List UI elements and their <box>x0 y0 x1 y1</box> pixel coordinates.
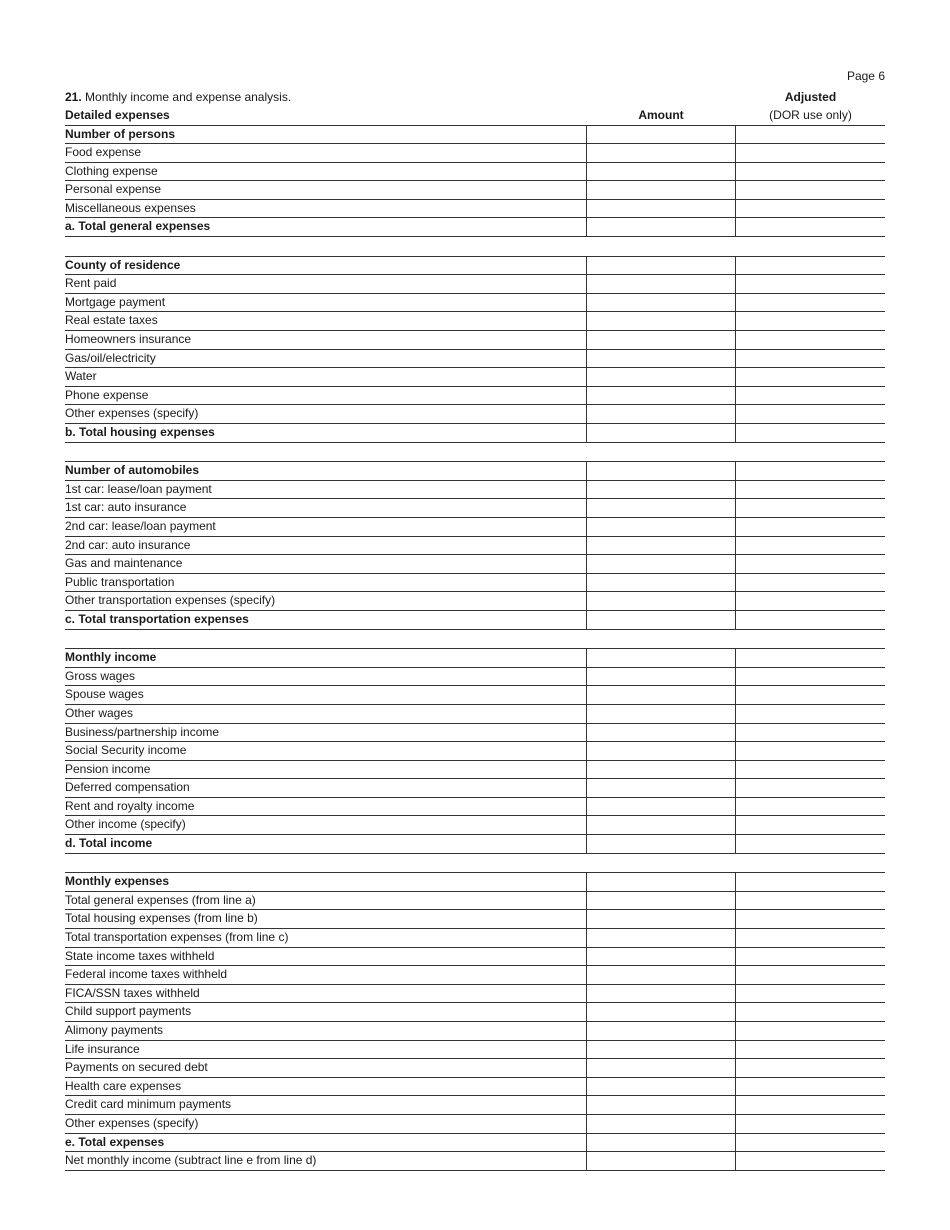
row-label: Social Security income <box>65 743 187 758</box>
amount-field[interactable] <box>586 724 735 742</box>
row-label: Deferred compensation <box>65 780 190 795</box>
row-label: Other wages <box>65 705 134 720</box>
amount-field[interactable] <box>586 574 735 592</box>
form-row <box>65 948 885 967</box>
row-label: d. Total income <box>65 836 153 851</box>
adjusted-field[interactable] <box>735 835 884 853</box>
amount-field[interactable] <box>586 257 735 275</box>
row-label: Food expense <box>65 145 142 160</box>
row-label: Health care expenses <box>65 1078 182 1093</box>
column-header-dor-use-only: (DOR use only) <box>769 108 852 122</box>
form-row <box>65 1134 885 1153</box>
form-row <box>65 163 885 182</box>
form-row <box>65 724 885 743</box>
amount-field[interactable] <box>586 1059 735 1077</box>
form-row <box>65 537 885 556</box>
form-row <box>65 966 885 985</box>
row-label: Life insurance <box>65 1041 140 1056</box>
section-title-text: Monthly income and expense analysis. <box>85 90 292 104</box>
amount-field[interactable] <box>586 126 735 144</box>
row-label: Gas/oil/electricity <box>65 350 156 365</box>
form-row <box>65 742 885 761</box>
amount-field[interactable] <box>586 1115 735 1133</box>
group-spacer <box>65 854 885 873</box>
amount-field[interactable] <box>586 985 735 1003</box>
amount-field[interactable] <box>586 779 735 797</box>
adjusted-field[interactable] <box>735 1115 884 1133</box>
adjusted-field[interactable] <box>735 424 884 442</box>
adjusted-field[interactable] <box>735 611 884 629</box>
amount-field[interactable] <box>586 948 735 966</box>
amount-field[interactable] <box>586 873 735 891</box>
amount-field[interactable] <box>586 331 735 349</box>
form-row <box>65 705 885 724</box>
amount-field[interactable] <box>586 1096 735 1114</box>
adjusted-field[interactable] <box>735 387 884 405</box>
amount-field[interactable] <box>586 1134 735 1152</box>
form-row <box>65 1059 885 1078</box>
row-label: Miscellaneous expenses <box>65 200 196 215</box>
form-row <box>65 218 885 237</box>
form-group <box>65 872 885 1171</box>
form-row <box>65 798 885 817</box>
adjusted-field[interactable] <box>735 668 884 686</box>
amount-field[interactable] <box>586 481 735 499</box>
amount-field[interactable] <box>586 966 735 984</box>
adjusted-field[interactable] <box>735 798 884 816</box>
adjusted-field[interactable] <box>735 1059 884 1077</box>
row-label: 1st car: auto insurance <box>65 500 187 515</box>
row-label: Child support payments <box>65 1004 192 1019</box>
amount-field[interactable] <box>586 1152 735 1170</box>
row-label: 1st car: lease/loan payment <box>65 481 212 496</box>
amount-field[interactable] <box>586 761 735 779</box>
amount-field[interactable] <box>586 200 735 218</box>
form-row <box>65 405 885 424</box>
adjusted-field[interactable] <box>735 499 884 517</box>
form-group <box>65 125 885 238</box>
form-row <box>65 1115 885 1134</box>
adjusted-field[interactable] <box>735 966 884 984</box>
adjusted-field[interactable] <box>735 1134 884 1152</box>
amount-field[interactable] <box>586 686 735 704</box>
row-label: 2nd car: auto insurance <box>65 537 191 552</box>
amount-field[interactable] <box>586 1003 735 1021</box>
form-row <box>65 816 885 835</box>
amount-field[interactable] <box>586 705 735 723</box>
form-row <box>65 499 885 518</box>
row-label: Personal expense <box>65 182 162 197</box>
amount-field[interactable] <box>586 294 735 312</box>
adjusted-field[interactable] <box>735 1022 884 1040</box>
adjusted-field[interactable] <box>735 462 884 480</box>
amount-field[interactable] <box>586 649 735 667</box>
row-label: Credit card minimum payments <box>65 1097 232 1112</box>
form-row <box>65 462 885 481</box>
form-row <box>65 574 885 593</box>
row-label: Total transportation expenses (from line c) <box>65 930 289 945</box>
row-label: Other expenses (specify) <box>65 406 199 421</box>
adjusted-field[interactable] <box>735 1096 884 1114</box>
adjusted-field[interactable] <box>735 724 884 742</box>
adjusted-field[interactable] <box>735 405 884 423</box>
amount-field[interactable] <box>586 218 735 236</box>
amount-field[interactable] <box>586 144 735 162</box>
row-label: Alimony payments <box>65 1023 164 1037</box>
form-row <box>65 668 885 687</box>
amount-field[interactable] <box>586 405 735 423</box>
adjusted-field[interactable] <box>735 929 884 947</box>
adjusted-field[interactable] <box>735 1078 884 1096</box>
form-row <box>65 294 885 313</box>
row-label: Net monthly income (subtract line e from line d) <box>65 1153 317 1168</box>
form-group <box>65 256 885 443</box>
row-label: Monthly income <box>65 650 157 665</box>
amount-field[interactable] <box>586 742 735 760</box>
form-row <box>65 257 885 276</box>
adjusted-field[interactable] <box>735 555 884 573</box>
form-row <box>65 761 885 780</box>
form-row <box>65 835 885 854</box>
form-row <box>65 910 885 929</box>
column-header-adjusted: Adjusted <box>784 90 837 104</box>
row-label: Public transportation <box>65 574 175 589</box>
amount-field[interactable] <box>586 368 735 386</box>
form-row <box>65 350 885 369</box>
group-spacer <box>65 237 885 256</box>
column-header-amount: Amount <box>638 108 684 122</box>
adjusted-field[interactable] <box>735 779 884 797</box>
amount-field[interactable] <box>586 163 735 181</box>
form-row <box>65 929 885 948</box>
amount-field[interactable] <box>586 424 735 442</box>
group-spacer <box>65 443 885 462</box>
amount-field[interactable] <box>586 537 735 555</box>
adjusted-field[interactable] <box>735 126 884 144</box>
form-row <box>65 144 885 163</box>
form-row <box>65 985 885 1004</box>
adjusted-field[interactable] <box>735 181 884 199</box>
adjusted-field[interactable] <box>735 742 884 760</box>
adjusted-field[interactable] <box>735 537 884 555</box>
adjusted-field[interactable] <box>735 144 884 162</box>
adjusted-field[interactable] <box>735 331 884 349</box>
row-label: Number of persons <box>65 126 176 141</box>
row-label: Other transportation expenses (specify) <box>65 593 276 608</box>
amount-field[interactable] <box>586 312 735 330</box>
section-number: 21. <box>65 90 82 104</box>
row-label: FICA/SSN taxes withheld <box>65 985 200 1000</box>
form-row <box>65 126 885 145</box>
form-row <box>65 312 885 331</box>
amount-field[interactable] <box>586 555 735 573</box>
form-row <box>65 1096 885 1115</box>
row-label: Business/partnership income <box>65 724 220 739</box>
row-label: State income taxes withheld <box>65 948 215 963</box>
form-row <box>65 873 885 892</box>
form-row <box>65 611 885 630</box>
amount-field[interactable] <box>586 892 735 910</box>
adjusted-field[interactable] <box>735 257 884 275</box>
form-group <box>65 461 885 629</box>
form-row <box>65 200 885 219</box>
amount-field[interactable] <box>586 518 735 536</box>
page-number: Page 6 <box>846 69 885 83</box>
form-row <box>65 555 885 574</box>
row-label: Mortgage payment <box>65 294 166 309</box>
form-row <box>65 892 885 911</box>
form-row <box>65 592 885 611</box>
adjusted-field[interactable] <box>735 368 884 386</box>
amount-field[interactable] <box>586 835 735 853</box>
row-label: County of residence <box>65 257 181 272</box>
row-label: Total general expenses (from line a) <box>65 892 256 907</box>
amount-field[interactable] <box>586 611 735 629</box>
amount-field[interactable] <box>586 910 735 928</box>
row-label: a. Total general expenses <box>65 219 211 234</box>
amount-field[interactable] <box>586 816 735 834</box>
adjusted-field[interactable] <box>735 312 884 330</box>
adjusted-field[interactable] <box>735 592 884 610</box>
amount-field[interactable] <box>586 181 735 199</box>
adjusted-field[interactable] <box>735 294 884 312</box>
adjusted-field[interactable] <box>735 761 884 779</box>
form-row <box>65 424 885 443</box>
form-group <box>65 648 885 854</box>
amount-field[interactable] <box>586 350 735 368</box>
form-row <box>65 275 885 294</box>
form-row <box>65 1152 885 1171</box>
row-label: Phone expense <box>65 387 149 402</box>
expense-analysis-table <box>65 125 885 1171</box>
adjusted-field[interactable] <box>735 1003 884 1021</box>
form-row <box>65 1022 885 1041</box>
row-label: Real estate taxes <box>65 313 158 328</box>
row-label: e. Total expenses <box>65 1134 165 1149</box>
amount-field[interactable] <box>586 387 735 405</box>
row-label: Gas and maintenance <box>65 556 183 571</box>
row-label: Total housing expenses (from line b) <box>65 911 258 926</box>
form-row <box>65 368 885 387</box>
form-row <box>65 1003 885 1022</box>
adjusted-field[interactable] <box>735 1152 884 1170</box>
form-row <box>65 481 885 500</box>
adjusted-field[interactable] <box>735 518 884 536</box>
row-label: Clothing expense <box>65 163 158 178</box>
row-label: Number of automobiles <box>65 463 200 478</box>
adjusted-field[interactable] <box>735 200 884 218</box>
adjusted-field[interactable] <box>735 574 884 592</box>
group-spacer <box>65 630 885 649</box>
form-row <box>65 181 885 200</box>
row-label: Rent and royalty income <box>65 798 195 813</box>
adjusted-field[interactable] <box>735 686 884 704</box>
row-label: Rent paid <box>65 276 117 291</box>
row-label: Spouse wages <box>65 687 144 702</box>
form-row <box>65 518 885 537</box>
row-label: Water <box>65 369 97 384</box>
row-label: Federal income taxes withheld <box>65 967 228 982</box>
form-row <box>65 1041 885 1060</box>
form-row <box>65 649 885 668</box>
amount-field[interactable] <box>586 499 735 517</box>
column-header-detailed-expenses: Detailed expenses <box>65 108 170 122</box>
adjusted-field[interactable] <box>735 873 884 891</box>
adjusted-field[interactable] <box>735 816 884 834</box>
form-row <box>65 387 885 406</box>
row-label: Other income (specify) <box>65 817 186 832</box>
row-label: b. Total housing expenses <box>65 425 215 439</box>
section-title <box>65 90 291 104</box>
adjusted-field[interactable] <box>735 649 884 667</box>
adjusted-field[interactable] <box>735 275 884 293</box>
adjusted-field[interactable] <box>735 218 884 236</box>
amount-field[interactable] <box>586 275 735 293</box>
row-label: Payments on secured debt <box>65 1060 208 1075</box>
amount-field[interactable] <box>586 1041 735 1059</box>
row-label: c. Total transportation expenses <box>65 611 249 626</box>
adjusted-field[interactable] <box>735 705 884 723</box>
adjusted-field[interactable] <box>735 1041 884 1059</box>
form-row <box>65 1078 885 1097</box>
form-row <box>65 331 885 350</box>
row-label: Homeowners insurance <box>65 332 192 347</box>
row-label: Other expenses (specify) <box>65 1115 199 1130</box>
form-row <box>65 686 885 705</box>
adjusted-field[interactable] <box>735 985 884 1003</box>
adjusted-field[interactable] <box>735 910 884 928</box>
adjusted-field[interactable] <box>735 163 884 181</box>
amount-field[interactable] <box>586 929 735 947</box>
amount-field[interactable] <box>586 798 735 816</box>
adjusted-field[interactable] <box>735 948 884 966</box>
adjusted-field[interactable] <box>735 481 884 499</box>
amount-field[interactable] <box>586 462 735 480</box>
amount-field[interactable] <box>586 592 735 610</box>
row-label: Gross wages <box>65 668 136 683</box>
adjusted-field[interactable] <box>735 892 884 910</box>
amount-field[interactable] <box>586 1078 735 1096</box>
row-label: Pension income <box>65 761 151 776</box>
amount-field[interactable] <box>586 1022 735 1040</box>
amount-field[interactable] <box>586 668 735 686</box>
form-row <box>65 779 885 798</box>
adjusted-field[interactable] <box>735 350 884 368</box>
row-label: 2nd car: lease/loan payment <box>65 518 216 533</box>
row-label: Monthly expenses <box>65 874 170 889</box>
